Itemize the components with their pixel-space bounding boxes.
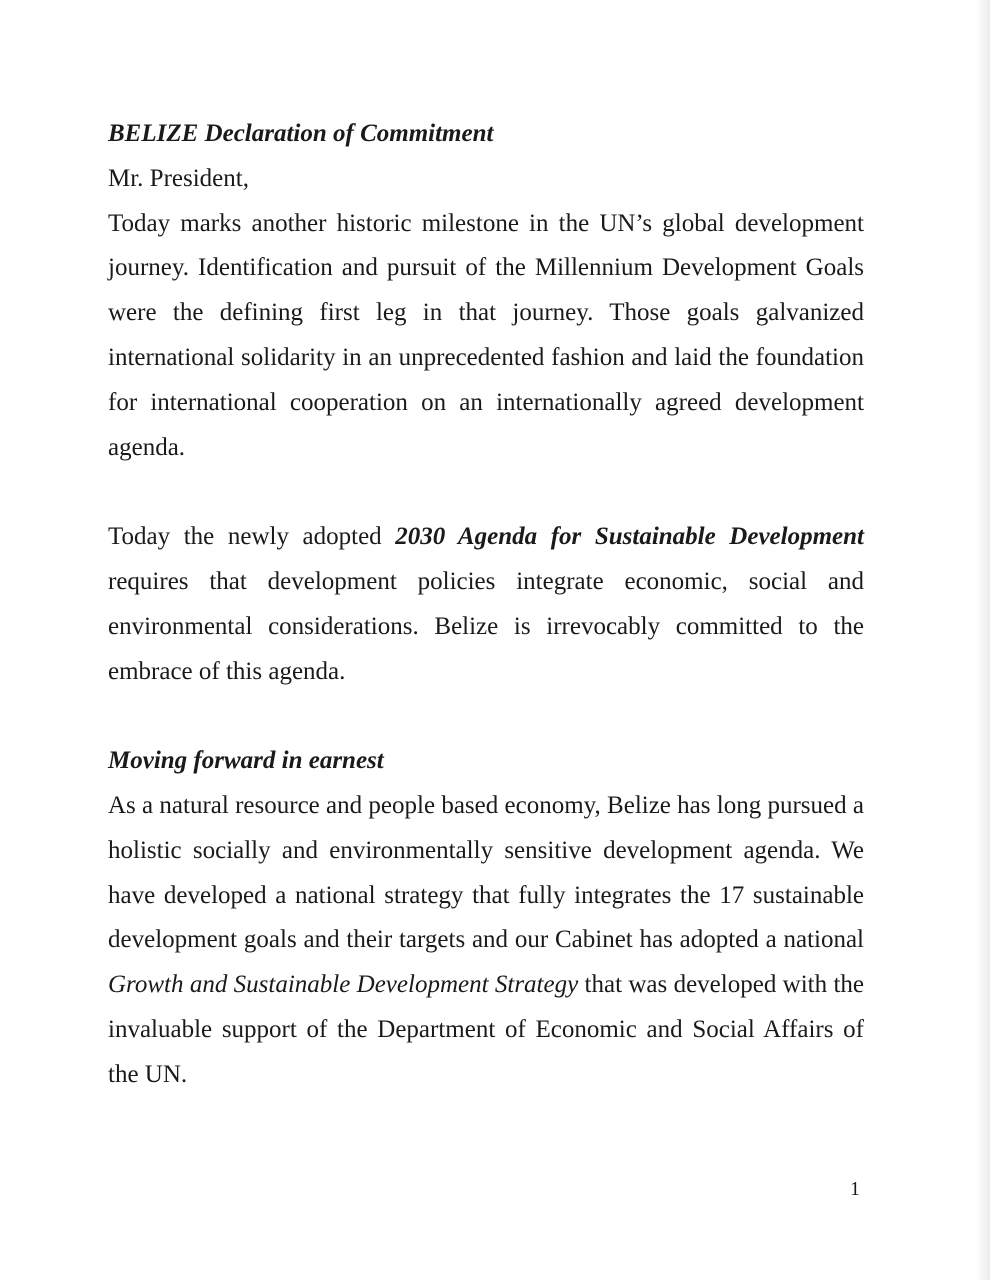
- paragraph-agenda: [108, 515, 864, 694]
- paragraph-strategy: [108, 784, 864, 1098]
- agenda-title-emphasis: 2030 Agenda for Sustainable Development: [395, 523, 864, 551]
- declaration-title: BELIZE Declaration of Commitment: [108, 120, 494, 147]
- salutation: Mr. President,: [108, 164, 249, 192]
- paragraph-strategy-lead: As a natural resource and people based economy, Belize has long pursued a holistic socially and environmentally sensitive development agenda. We have developed a national strategy that fully integrates the 17 sustainable development goals and their targets and our Cabinet has adopted a national: [108, 791, 864, 954]
- paragraph-spacer: [108, 694, 864, 739]
- scan-edge: [976, 0, 990, 1280]
- paragraph-strategy-rest: that was developed with the invaluable support of the Department of Economic and Social Affairs of the UN.: [108, 971, 864, 1088]
- paragraph-agenda-lead: Today the newly adopted: [108, 523, 396, 551]
- document-body: [108, 112, 864, 1098]
- paragraph-spacer: [108, 470, 864, 515]
- strategy-title-emphasis: Growth and Sustainable Development Strategy: [108, 971, 579, 999]
- section-heading-moving-forward: Moving forward in earnest: [108, 747, 384, 775]
- page-number: 1: [850, 1178, 860, 1200]
- paragraph-agenda-rest: requires that development policies integrate economic, social and environmental considerations. Belize is irrevocably committed to the embrace of this agenda.: [108, 567, 864, 685]
- paragraph-milestone: Today marks another historic milestone in the UN’s global development journey. Identification and pursuit of the Millennium Development Goals were the defining first leg in that journey. Those goals galvanized international solidarity in an unprecedented fashion and laid the foundation for international cooperation on an internationally agreed development agenda.: [108, 209, 864, 461]
